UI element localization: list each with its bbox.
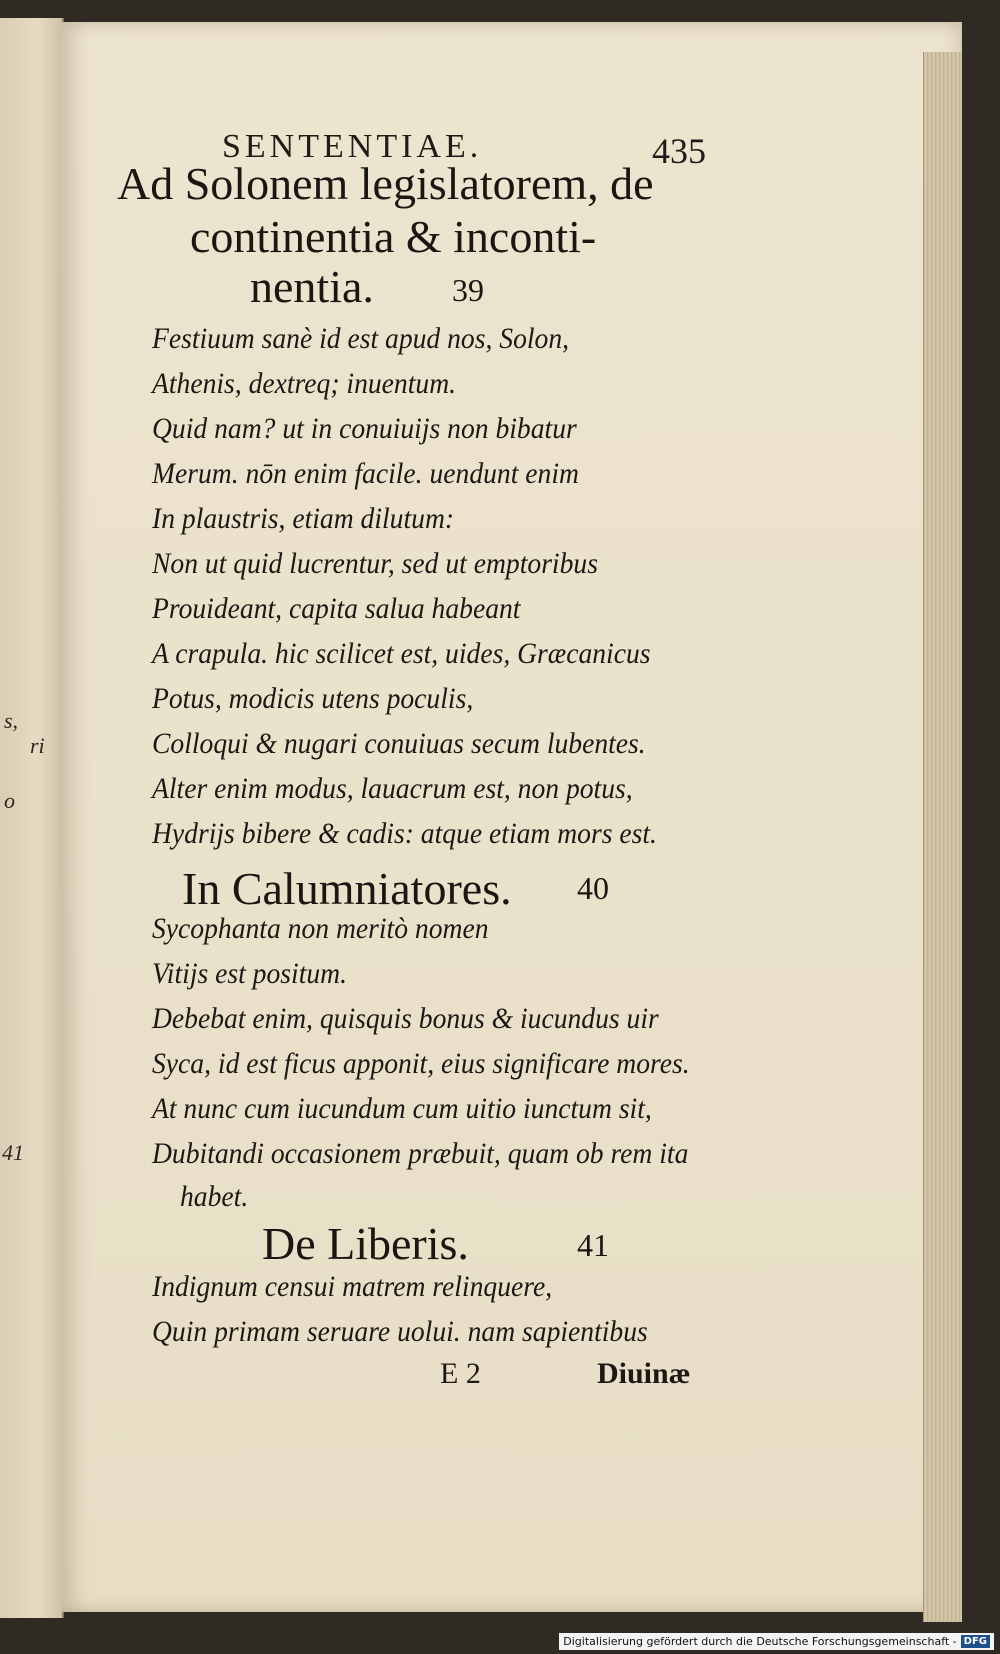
section-title-line: Ad Solonem legislatorem, de	[117, 158, 654, 209]
verse-line: habet.	[180, 1180, 249, 1213]
verse-line: Sycophanta non meritò nomen	[152, 912, 489, 945]
verse-line: Alter enim modus, lauacrum est, non potus,	[152, 772, 633, 805]
section-title-line: In Calumniatores.	[182, 863, 512, 914]
digitization-credit	[559, 1633, 994, 1650]
verse-line: Dubitandi occasionem præbuit, quam ob rem ita	[152, 1137, 689, 1170]
verse-line: Festiuum sanè id est apud nos, Solon,	[152, 322, 570, 355]
section-title-line: nentia.	[250, 261, 374, 312]
left-margin-fragment: ri	[30, 733, 45, 758]
running-head: SENTENTIAE.	[222, 128, 483, 165]
verse-line: Debebat enim, quisquis bonus & iucundus uir	[152, 1002, 659, 1035]
verse-line: Quin primam seruare uolui. nam sapientibus	[152, 1315, 648, 1348]
catchword: Diuinæ	[597, 1357, 691, 1390]
section-number: 39	[452, 272, 484, 308]
verse-line: In plaustris, etiam dilutum:	[152, 502, 455, 535]
book-page	[62, 22, 962, 1612]
verse-line: Non ut quid lucrentur, sed ut emptoribus	[152, 547, 598, 580]
page-stack-edge	[923, 52, 962, 1622]
verse-line: Colloqui & nugari conuiuas secum lubentes.	[152, 727, 646, 760]
signature-mark: E 2	[440, 1357, 481, 1390]
page-number: 435	[652, 131, 706, 171]
credit-text: Digitalisierung gefördert durch die Deutsche Forschungsgemeinschaft -	[563, 1635, 957, 1648]
dfg-logo: DFG	[961, 1635, 990, 1648]
verse-line: A crapula. hic scilicet est, uides, Græcanicus	[152, 637, 651, 670]
section-number: 41	[577, 1227, 609, 1263]
verse-line: At nunc cum iucundum cum uitio iunctum sit,	[152, 1092, 652, 1125]
verse-line: Quid nam? ut in conuiuijs non bibatur	[152, 412, 577, 445]
left-page-edge	[0, 18, 64, 1618]
verse-line: Merum. nōn enim facile. uendunt enim	[152, 457, 579, 490]
section-title-line: De Liberis.	[262, 1218, 469, 1269]
verse-line: Prouideant, capita salua habeant	[152, 592, 521, 625]
verse-line: Hydrijs bibere & cadis: atque etiam mors est.	[152, 817, 657, 850]
verse-line: Potus, modicis utens poculis,	[152, 682, 474, 715]
left-margin-fragment: o	[4, 788, 15, 813]
verse-line: Athenis, dextreq; inuentum.	[152, 367, 457, 400]
left-margin-fragment: s,	[4, 708, 19, 733]
verse-line: Vitijs est positum.	[152, 957, 347, 990]
section-title-line: continentia & inconti-	[190, 211, 597, 262]
left-margin-fragment: 41	[2, 1140, 24, 1165]
section-number: 40	[577, 870, 609, 906]
verse-line: Indignum censui matrem relinquere,	[152, 1270, 553, 1303]
verse-line: Syca, id est ficus apponit, eius significare mores.	[152, 1047, 690, 1080]
